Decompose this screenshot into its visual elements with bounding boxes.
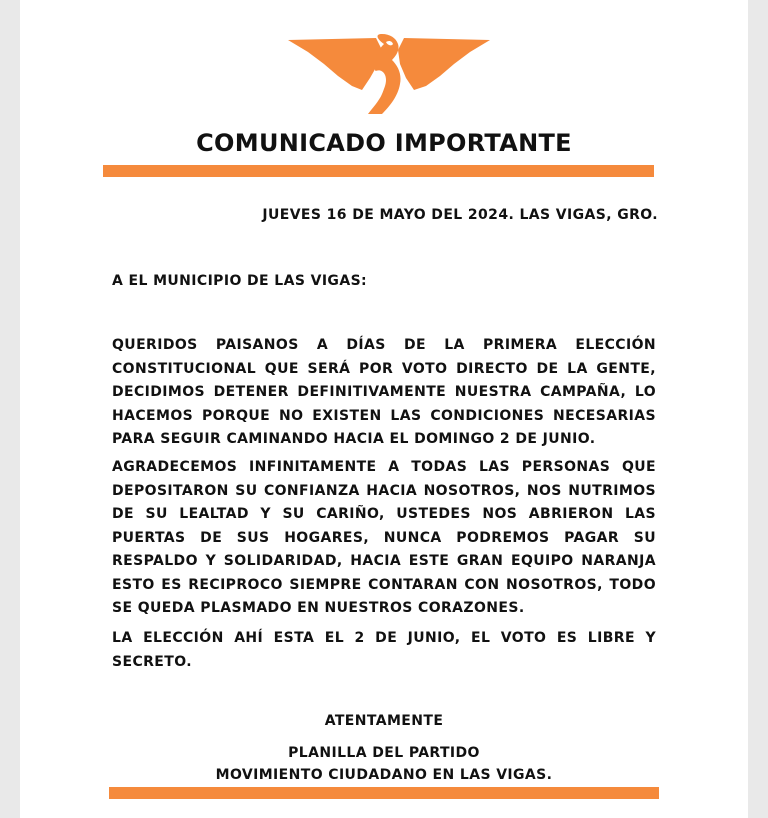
- orange-divider-bottom: [109, 787, 659, 799]
- paragraph-line: CONSTITUCIONAL QUE SERÁ POR VOTO DIRECTO DE LA GENTE,: [112, 360, 656, 377]
- page-title: COMUNICADO IMPORTANTE: [196, 129, 572, 157]
- paragraph-2: [112, 456, 656, 621]
- document-page: [20, 0, 748, 818]
- signature-line-2: MOVIMIENTO CIUDADANO EN LAS VIGAS.: [215, 767, 553, 783]
- paragraph-1: [112, 334, 656, 452]
- greeting: A EL MUNICIPIO DE LAS VIGAS:: [112, 273, 368, 289]
- paragraph-line: ESTO ES RECIPROCO SIEMPRE CONTARAN CON NOSOTROS, TODO: [112, 576, 656, 593]
- paragraph-line: AGRADECEMOS INFINITAMENTE A TODAS LAS PERSONAS QUE: [112, 459, 656, 475]
- orange-divider-top: [103, 165, 654, 177]
- eagle-logo-icon: [286, 34, 492, 116]
- paragraph-line: LA ELECCIÓN AHÍ ESTA EL 2 DE JUNIO, EL VOTO ES LIBRE Y: [112, 630, 656, 646]
- paragraph-line: SECRETO.: [112, 653, 192, 670]
- paragraph-line: DE SU LEALTAD Y SU CARIÑO, USTEDES NOS ABRIERON LAS: [112, 506, 656, 522]
- paragraph-line: RESPALDO Y SOLIDARIDAD, HACIA ESTE GRAN EQUIPO NARANJA: [112, 553, 656, 569]
- paragraph-3: [112, 627, 656, 674]
- paragraph-line: DECIDIMOS DETENER DEFINITIVAMENTE NUESTRA CAMPAÑA, LO: [112, 384, 656, 400]
- paragraph-line: QUERIDOS PAISANOS A DÍAS DE LA PRIMERA ELECCIÓN: [112, 337, 656, 353]
- paragraph-line: PARA SEGUIR CAMINANDO HACIA EL DOMINGO 2 DE JUNIO.: [112, 431, 596, 447]
- closing: ATENTAMENTE: [324, 713, 444, 729]
- paragraph-line: HACEMOS PORQUE NO EXISTEN LAS CONDICIONES NECESARIAS: [112, 407, 656, 424]
- paragraph-line: DEPOSITARON SU CONFIANZA HACIA NOSOTROS, NOS NUTRIMOS: [112, 482, 656, 499]
- paragraph-line: PUERTAS DE SUS HOGARES, NUNCA PODREMOS PAGAR SU: [112, 529, 656, 546]
- date-line: JUEVES 16 DE MAYO DEL 2024. LAS VIGAS, GRO.: [262, 207, 658, 223]
- paragraph-line: SE QUEDA PLASMADO EN NUESTROS CORAZONES.: [112, 600, 525, 616]
- signature-line-1: PLANILLA DEL PARTIDO: [288, 745, 480, 761]
